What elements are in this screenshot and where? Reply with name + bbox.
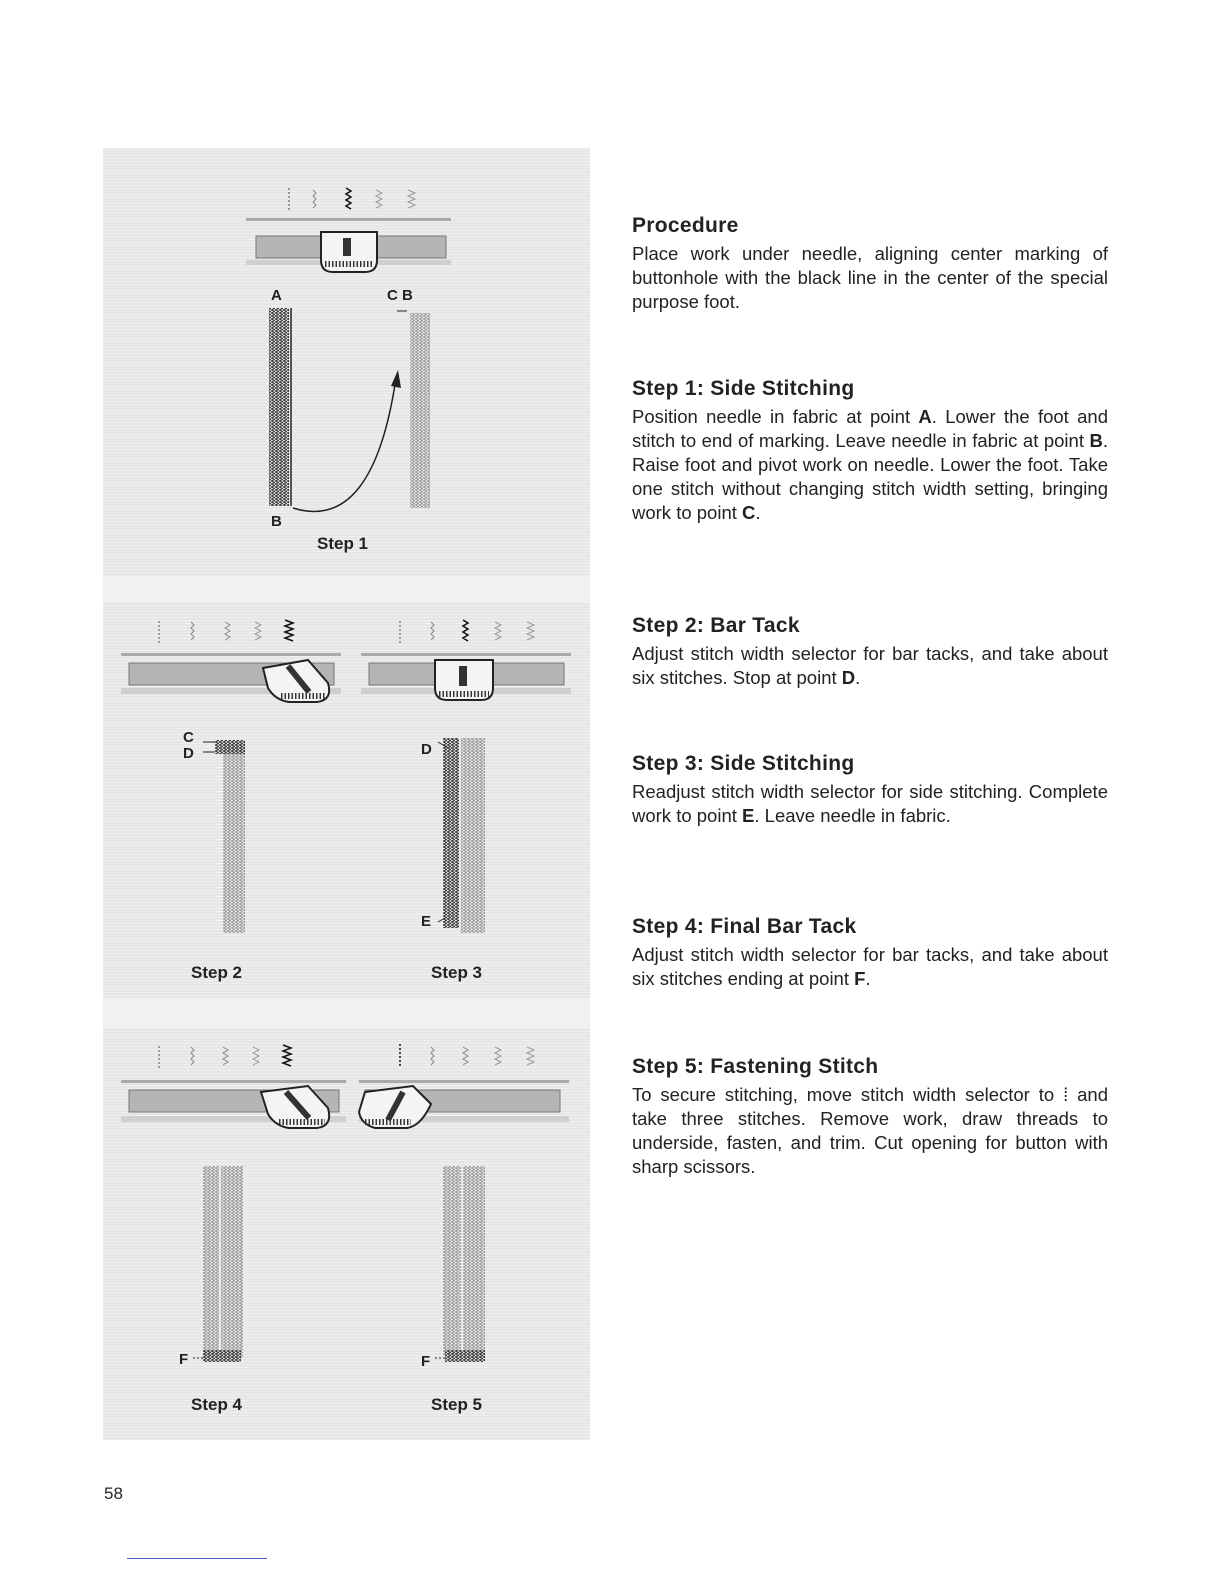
footer-rule: [127, 1558, 267, 1559]
section-step-3: [632, 752, 1108, 828]
point-label-b: B: [271, 513, 282, 530]
step4-buttonhole: [193, 1166, 243, 1362]
step1-presser-foot: [246, 218, 451, 272]
buttonhole-steps-illustration: [103, 148, 590, 1440]
step2-presser-foot: [121, 653, 341, 702]
section-heading: Step 2: Bar Tack: [632, 614, 800, 637]
section-procedure: [632, 214, 1108, 314]
step1-stitch-selector: [289, 188, 415, 210]
point-label-e-step3: E: [421, 913, 432, 930]
step1-buttonhole: [269, 308, 430, 511]
step2-stitch-selector: [159, 620, 293, 643]
section-body: To secure stitching, move stitch width selector to ⁞ and take three stitches. Remove work, draw threads to underside, fasten, and trim. Cut opening for button with sharp scissors.: [632, 1084, 1108, 1177]
illustration-panel: [103, 148, 590, 1440]
section-body: Place work under needle, aligning center marking of buttonhole with the black line in the center of the special purpose foot.: [632, 243, 1108, 312]
step-3-label: Step 3: [431, 963, 483, 982]
point-label-d-step2: D: [183, 745, 194, 762]
step4-presser-foot: [121, 1080, 346, 1128]
section-step-4: [632, 915, 1108, 991]
point-label-cb: C B: [387, 287, 413, 304]
step5-stitch-selector: [400, 1044, 534, 1068]
section-step-1: [632, 377, 1108, 525]
section-heading: Step 4: Final Bar Tack: [632, 915, 857, 938]
step-5-label: Step 5: [431, 1395, 483, 1414]
section-step-5: [632, 1055, 1108, 1179]
step-2-label: Step 2: [191, 963, 243, 982]
step5-buttonhole: [435, 1166, 485, 1362]
step-1-label: Step 1: [317, 534, 369, 553]
step3-buttonhole: [438, 738, 485, 933]
section-step-2: [632, 614, 1108, 690]
section-body: Position needle in fabric at point A. Lower the foot and stitch to end of marking. Leave needle in fabric at point B. Raise foot and pivot work on needle. Lower the foot. Take one stitch without changing stitch width setting, bringing work to point C.: [632, 406, 1108, 523]
point-label-f-step5: F: [421, 1353, 431, 1370]
section-heading: Procedure: [632, 214, 739, 237]
point-label-f-step4: F: [179, 1351, 189, 1368]
point-label-a: A: [271, 287, 282, 304]
point-label-d-step3: D: [421, 741, 432, 758]
row-separator: [103, 998, 590, 1028]
section-body: Adjust stitch width selector for bar tacks, and take about six stitches ending at point F.: [632, 944, 1108, 989]
step3-stitch-selector: [400, 620, 534, 643]
page-number: 58: [104, 1484, 123, 1503]
step2-buttonhole: [203, 740, 245, 933]
section-heading: Step 5: Fastening Stitch: [632, 1055, 879, 1078]
row-separator: [103, 576, 590, 602]
section-body: Adjust stitch width selector for bar tacks, and take about six stitches. Stop at point D.: [632, 643, 1108, 688]
point-label-c-step2: C: [183, 729, 194, 746]
step4-stitch-selector: [159, 1045, 291, 1068]
step5-presser-foot: [359, 1080, 569, 1128]
section-body: Readjust stitch width selector for side stitching. Complete work to point E. Leave needle in fabric.: [632, 781, 1108, 826]
step-4-label: Step 4: [191, 1395, 243, 1414]
section-heading: Step 1: Side Stitching: [632, 377, 855, 400]
section-heading: Step 3: Side Stitching: [632, 752, 855, 775]
step3-presser-foot: [361, 653, 571, 700]
